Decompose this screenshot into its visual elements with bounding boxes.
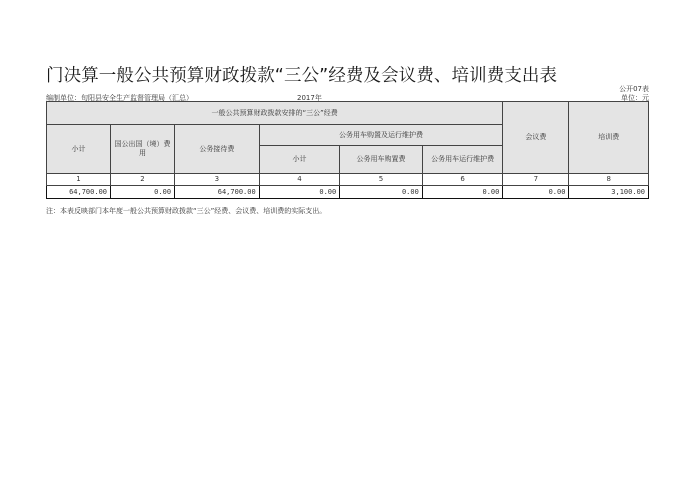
footnote: 注：本表反映部门本年度一般公共预算财政拨款“三公”经费、会议费、培训费的实际支出。 <box>46 207 327 215</box>
column-number: 8 <box>569 174 649 186</box>
page-title: 门决算一般公共预算财政拨款“三公”经费及会议费、培训费支出表 <box>46 66 558 86</box>
column-number: 1 <box>47 174 111 186</box>
column-number: 5 <box>340 174 423 186</box>
reception-fee-header: 公务接待费 <box>175 125 260 174</box>
year-label: 2017年 <box>297 94 322 102</box>
training-fee-header: 培训费 <box>569 102 649 174</box>
column-number: 7 <box>503 174 569 186</box>
column-number: 6 <box>422 174 503 186</box>
value-cell: 64,700.00 <box>47 186 111 199</box>
unit-label: 单位：元 <box>621 94 649 102</box>
value-cell: 0.00 <box>503 186 569 199</box>
vehicle-group-header: 公务用车购置及运行维护费 <box>259 125 503 146</box>
column-number: 3 <box>175 174 260 186</box>
value-cell: 64,700.00 <box>175 186 260 199</box>
value-cell: 0.00 <box>111 186 175 199</box>
three-public-group-header: 一般公共预算财政拨款安排的“三公”经费 <box>47 102 503 125</box>
vehicle-subtotal-header: 小计 <box>259 146 340 174</box>
column-number: 2 <box>111 174 175 186</box>
org-label: 编制单位：旬阳县安全生产监督管理局（汇总） <box>46 94 193 102</box>
value-cell: 0.00 <box>340 186 423 199</box>
column-number: 4 <box>259 174 340 186</box>
value-cell: 3,100.00 <box>569 186 649 199</box>
value-cell: 0.00 <box>422 186 503 199</box>
vehicle-operation-header: 公务用车运行维护费 <box>422 146 503 174</box>
value-cell: 0.00 <box>259 186 340 199</box>
vehicle-purchase-header: 公务用车购置费 <box>340 146 423 174</box>
form-number: 公开07表 <box>619 85 649 93</box>
subtotal-header: 小计 <box>47 125 111 174</box>
abroad-fee-header: 国公出国（境）费用 <box>111 125 175 174</box>
meeting-fee-header: 会议费 <box>503 102 569 174</box>
expenditure-table <box>46 101 649 199</box>
